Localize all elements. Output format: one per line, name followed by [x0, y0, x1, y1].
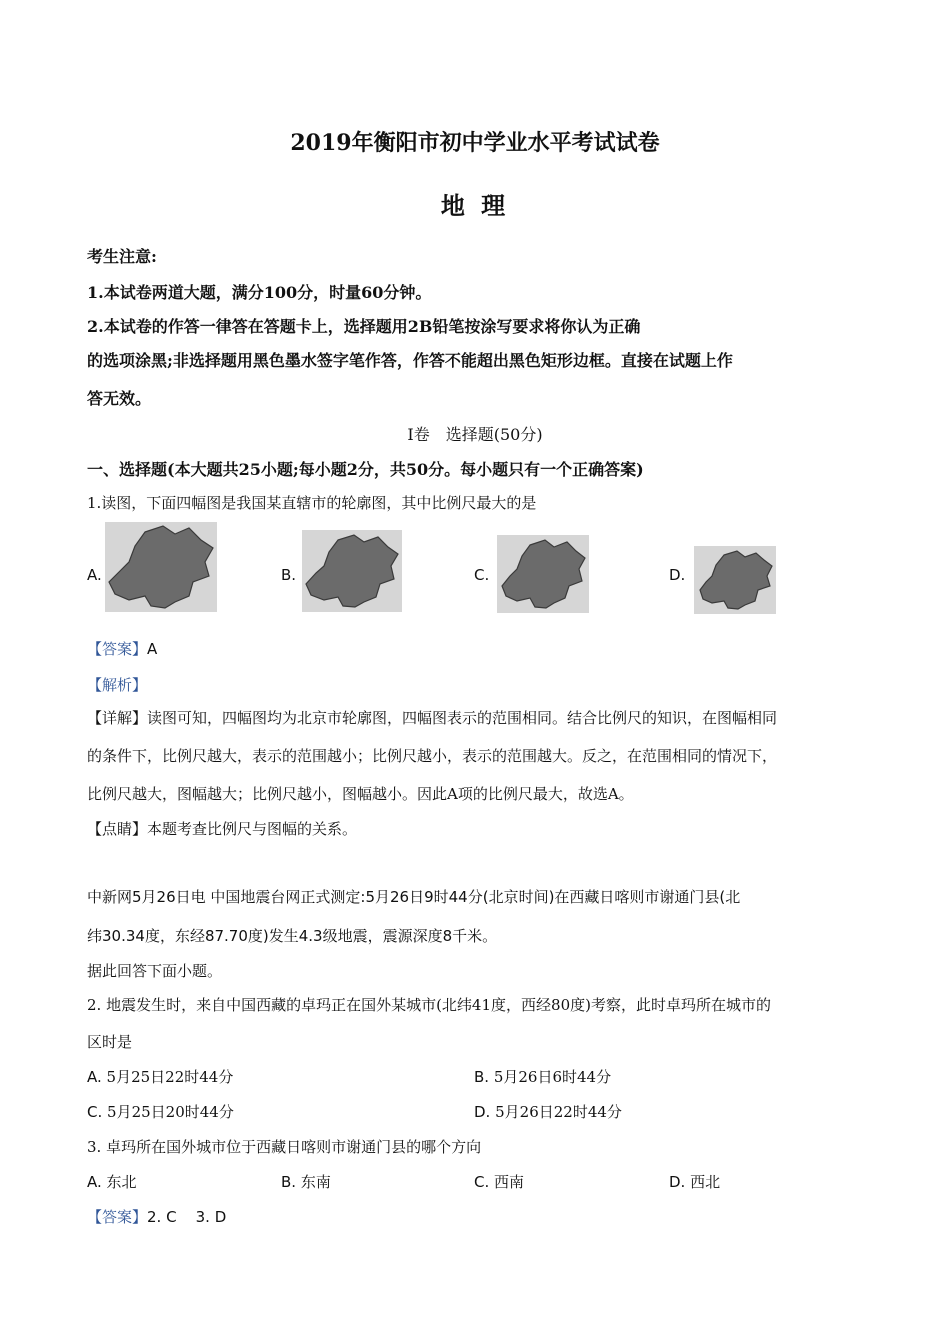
- q2-option-a-text: 5月25日22时44分: [106, 1068, 234, 1086]
- q1-detail-line-1: [87, 707, 777, 728]
- q2-option-a: [87, 1066, 233, 1087]
- exam-title: 2019年衡阳市初中学业水平考试试卷: [290, 130, 660, 156]
- q1-detail-tag: 【详解】: [87, 709, 148, 727]
- passage-line-1: 中新网5月26日电 中国地震台网正式测定:5月26日9时44分(北京时间)在西藏日喀则市谢通门县(北: [87, 888, 741, 906]
- q1-detail-text: 读图可知，四幅图均为北京市轮廓图，四幅图表示的范围相同。结合比例尺的知识，在图幅相同: [147, 709, 778, 727]
- q3-option-d: [669, 1171, 720, 1192]
- q2-option-c-label: C.: [87, 1103, 103, 1121]
- notice-item-1: 1.本试卷两道大题，满分100分，时量60分钟。: [87, 283, 432, 302]
- q2-q3-answer-tag: 【答案】: [87, 1208, 148, 1226]
- q2-stem-line-2: 区时是: [87, 1033, 133, 1051]
- q1-map-b: [302, 530, 402, 612]
- notice-item-2-line-2: 的选项涂黑;非选择题用黑色墨水签字笔作答，作答不能超出黑色矩形边框。直接在试题上作: [87, 351, 733, 370]
- q2-q3-answer-value: 2. C 3. D: [147, 1208, 227, 1226]
- q1-answer-tag: 【答案】: [87, 640, 148, 658]
- notice-item-2-line-3: 答无效。: [87, 389, 152, 408]
- volume-title: Ⅰ卷 选择题(50分): [407, 425, 543, 444]
- q1-answer: [87, 638, 157, 659]
- q2-option-d-text: 5月26日22时44分: [495, 1103, 622, 1121]
- q3-stem: 3. 卓玛所在国外城市位于西藏日喀则市谢通门县的哪个方向: [87, 1138, 482, 1156]
- q2-option-b: [474, 1066, 611, 1087]
- q3-option-b-label: B.: [281, 1173, 297, 1191]
- part-title: 一、选择题(本大题共25小题;每小题2分，共50分。每小题只有一个正确答案): [87, 460, 644, 479]
- q1-map-a: [105, 522, 217, 612]
- q3-option-d-text: 西北: [690, 1173, 721, 1191]
- q1-detail-line-2: 的条件下，比例尺越大，表示的范围越小；比例尺越小，表示的范围越大。反之，在范围相同的情况下，: [87, 747, 778, 765]
- q3-option-c: [474, 1171, 524, 1192]
- q1-detail-line-3: 比例尺越大，图幅越大；比例尺越小，图幅越小。因此A项的比例尺最大，故选A。: [87, 785, 634, 803]
- q3-option-c-text: 西南: [494, 1173, 525, 1191]
- q2-option-b-label: B.: [474, 1068, 490, 1086]
- q2-q3-answer: [87, 1206, 226, 1227]
- q2-option-d-label: D.: [474, 1103, 491, 1121]
- q2-stem-line-1: 2. 地震发生时，来自中国西藏的卓玛正在国外某城市(北纬41度，西经80度)考察，此时卓玛所在城市的: [87, 996, 771, 1014]
- q2-option-b-text: 5月26日6时44分: [493, 1068, 612, 1086]
- q1-comment-text: 本题考查比例尺与图幅的关系。: [147, 820, 358, 838]
- q1-option-c-label: C.: [474, 566, 490, 584]
- q1-map-c: [497, 535, 589, 613]
- passage-line-2: 纬30.34度，东经87.70度)发生4.3级地震，震源深度8千米。: [87, 927, 498, 945]
- notice-heading: 考生注意:: [87, 247, 157, 266]
- q2-option-d: [474, 1101, 622, 1122]
- q1-option-b-label: B.: [281, 566, 297, 584]
- q2-option-c: [87, 1101, 234, 1122]
- q1-option-a-label: A.: [87, 566, 102, 584]
- subject-title: 地 理: [440, 191, 510, 220]
- q3-option-b-text: 东南: [300, 1173, 331, 1191]
- q1-analysis-tag: 【解析】: [87, 676, 148, 694]
- q1-option-d-label: D.: [669, 566, 686, 584]
- q3-option-a-label: A.: [87, 1173, 102, 1191]
- q2-option-c-text: 5月25日20时44分: [107, 1103, 234, 1121]
- q1-comment-tag: 【点睛】: [87, 820, 148, 838]
- q3-option-c-label: C.: [474, 1173, 490, 1191]
- q1-stem: 1.读图，下面四幅图是我国某直辖市的轮廓图，其中比例尺最大的是: [87, 494, 537, 512]
- q3-option-d-label: D.: [669, 1173, 686, 1191]
- q1-comment: [87, 818, 357, 839]
- passage-line-3: 据此回答下面小题。: [87, 962, 223, 980]
- q2-option-a-label: A.: [87, 1068, 102, 1086]
- notice-item-2-line-1: 2.本试卷的作答一律答在答题卡上，选择题用2B铅笔按涂写要求将你认为正确: [87, 317, 641, 336]
- q3-option-a: [87, 1171, 137, 1192]
- q1-map-d: [694, 546, 776, 614]
- q3-option-a-text: 东北: [106, 1173, 137, 1191]
- q1-answer-value: A: [147, 640, 158, 658]
- q3-option-b: [281, 1171, 331, 1192]
